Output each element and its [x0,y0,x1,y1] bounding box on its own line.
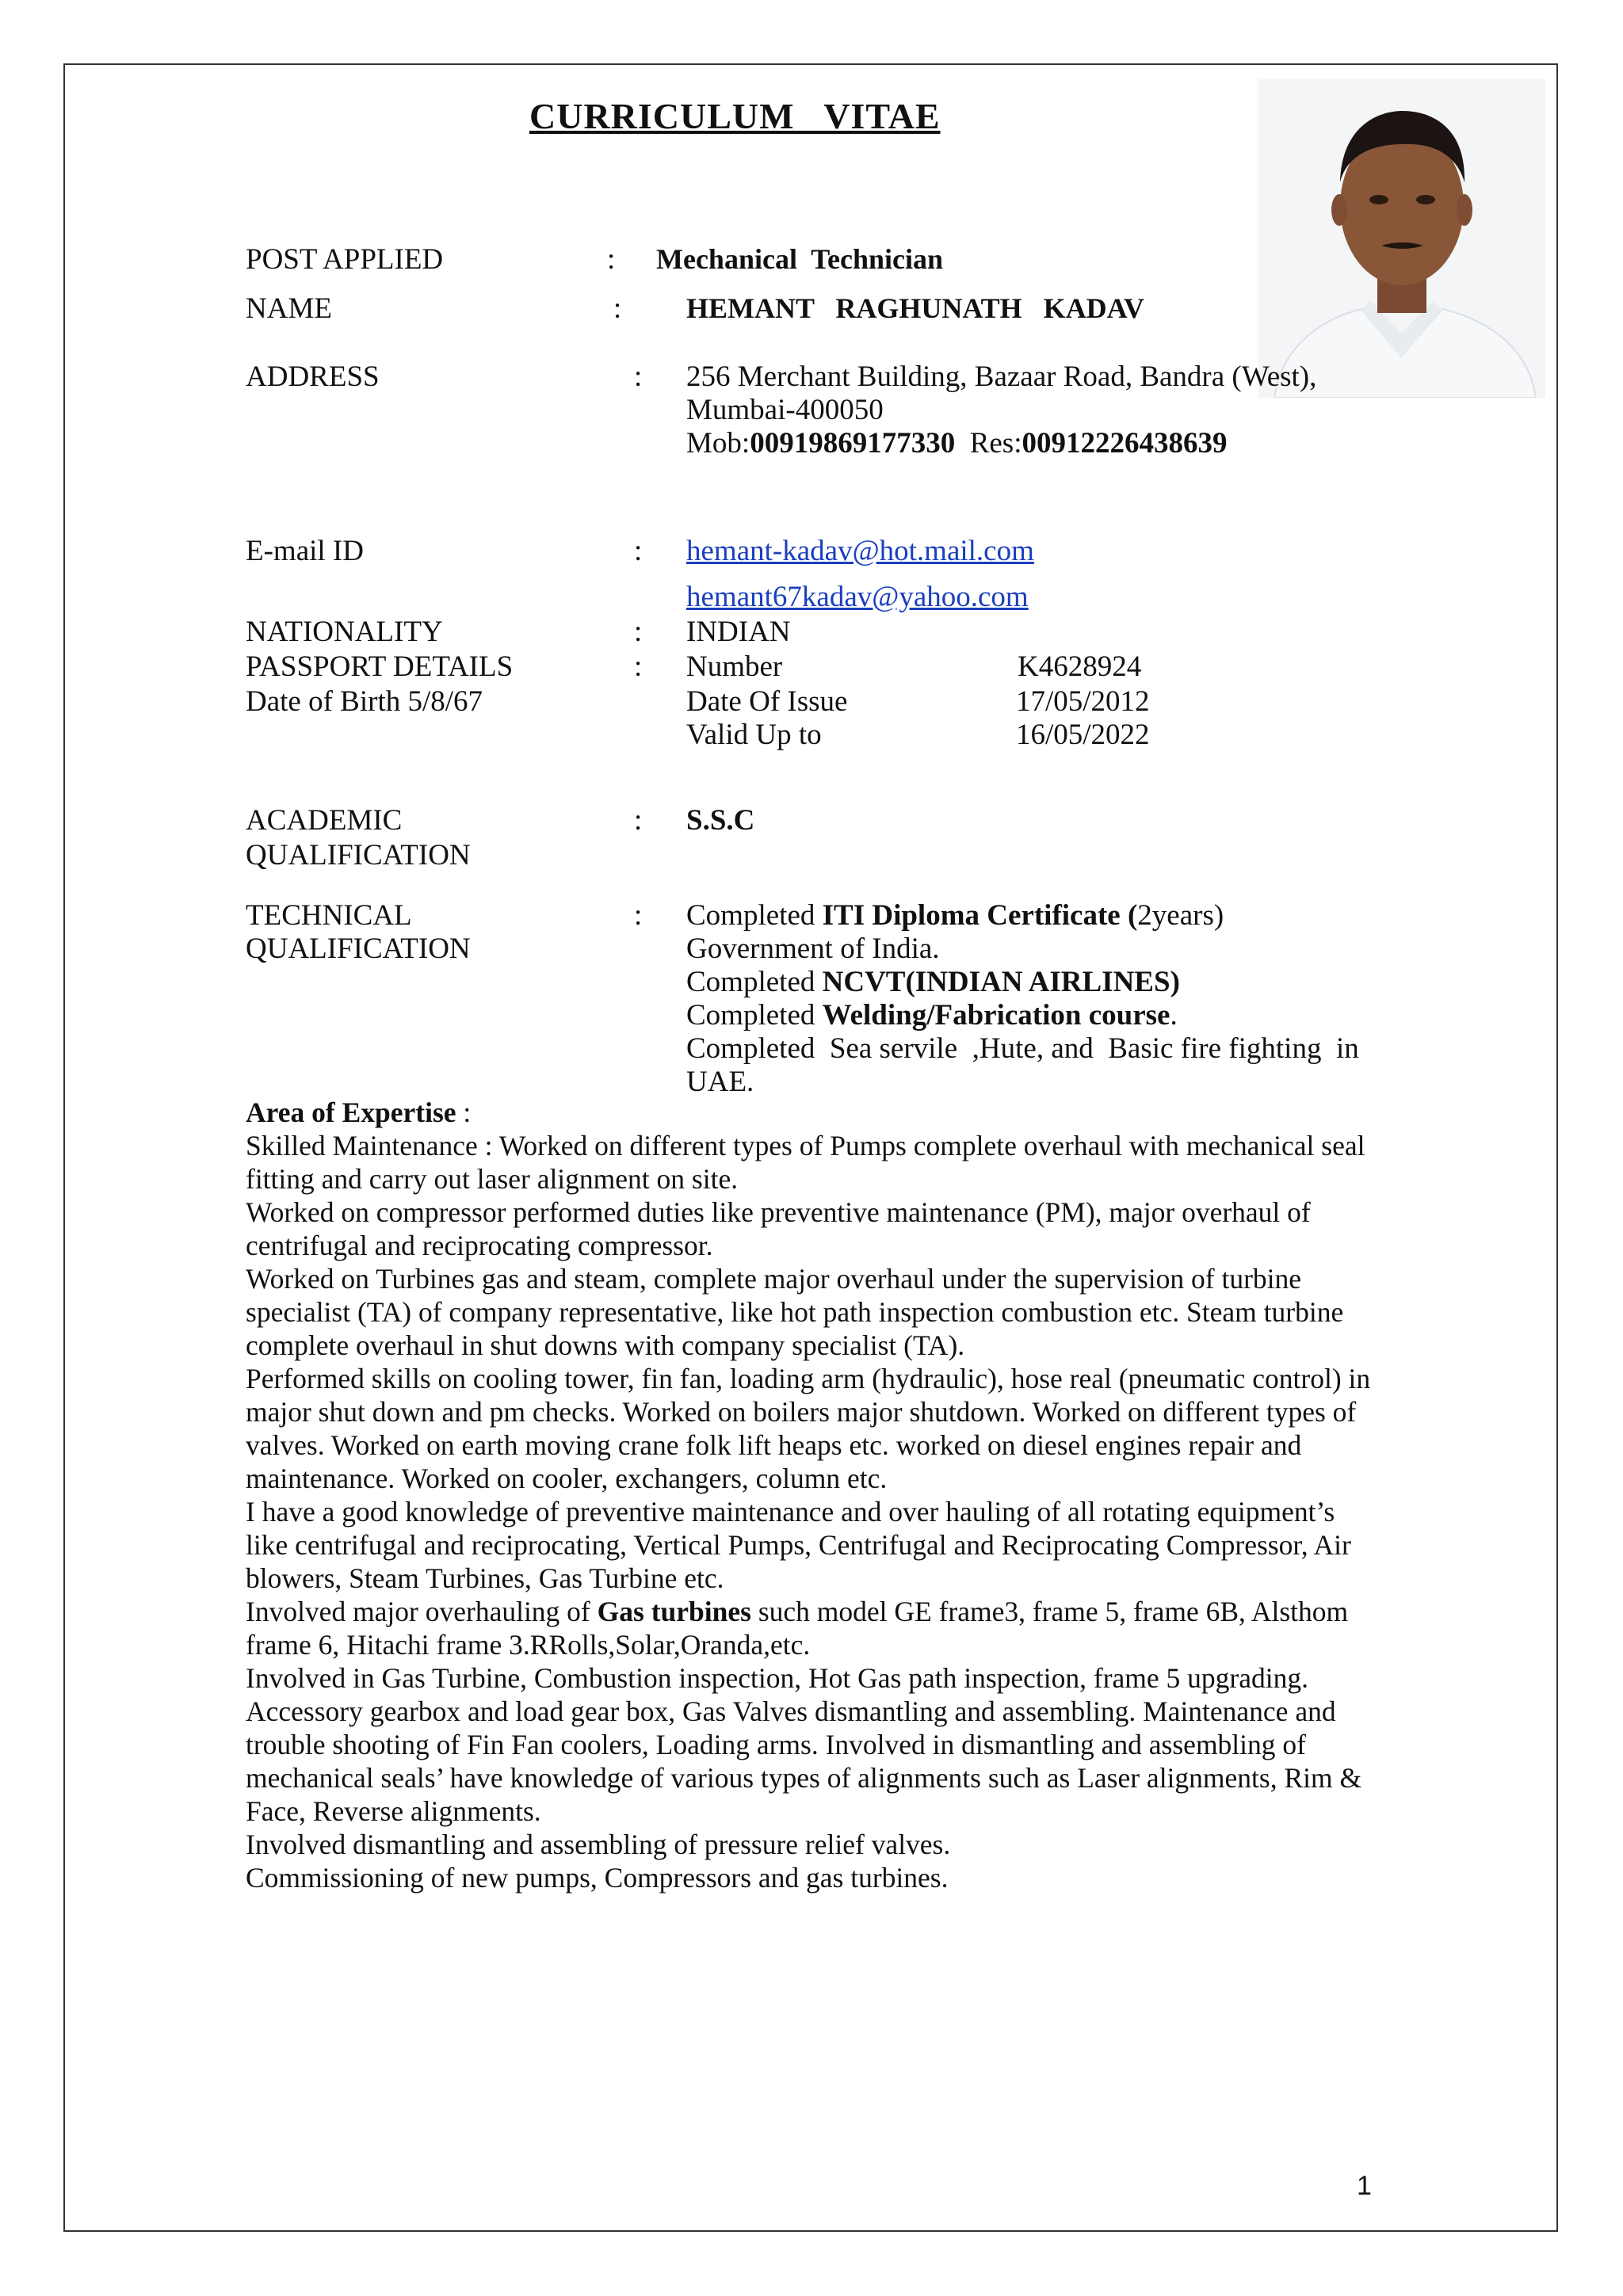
academic-label-line1: ACADEMIC [246,804,403,837]
expertise-paragraph: Accessory gearbox and load gear box, Gas Valves dismantling and assembling. Maintenance and trouble shooting of Fin Fan coolers, Loading arms. Involved in dismantling and assembling of mechanical seals’ have knowledge of various types of alignments such as Laser alignments, Rim & Face, Reverse alignments. [246,1695,1362,1827]
passport-colon: : [634,650,643,683]
post-colon: : [607,243,616,276]
page-title: CURRICULUM VITAE [529,96,941,136]
technical-line4: Completed Welding/Fabrication course. [686,999,1178,1032]
email-label: E-mail ID [246,535,364,567]
page-number: 1 [1357,2171,1372,2201]
expertise-paragraph: Performed skills on cooling tower, fin fan, loading arm (hydraulic), hose real (pneumatic control) in major shut down and pm checks. Worked on boilers major shutdown. Worked on different types of valves. Worked on earth moving crane folk lift heaps etc. worked on diesel engines repair and maintenance. Worked on cooler, exchangers, column etc. [246,1363,1371,1494]
address-colon: : [634,360,643,393]
email-colon: : [634,535,643,567]
academic-label-line2: QUALIFICATION [246,839,471,871]
technical-line3: Completed NCVT(INDIAN AIRLINES) [686,966,1180,998]
residence-label: Res: [969,427,1022,460]
post-applied-value: Mechanical Technician [656,243,944,275]
technical-line6: UAE. [686,1066,754,1098]
technical-label-line1: TECHNICAL [246,899,412,932]
name-label: NAME [246,292,332,325]
profile-photo [1258,79,1545,398]
passport-issue-value: 17/05/2012 [1016,685,1150,718]
expertise-paragraph: Involved dismantling and assembling of pressure relief valves. [246,1829,951,1860]
expertise-paragraph: Skilled Maintenance : Worked on different types of Pumps complete overhaul with mechanical seal fitting and carry out laser alignment on site. [246,1130,1365,1195]
mobile-number: 00919869177330 [750,427,956,460]
expertise-paragraph: Involved in Gas Turbine, Combustion inspection, Hot Gas path inspection, frame 5 upgrading. [246,1662,1308,1694]
nationality-value: INDIAN [686,616,791,648]
expertise-paragraph: Worked on compressor performed duties like preventive maintenance (PM), major overhaul of centrifugal and reciprocating compressor. [246,1196,1311,1261]
technical-line2: Government of India. [686,933,940,965]
technical-line1: Completed ITI Diploma Certificate (2years) [686,899,1224,932]
post-applied-label: POST APPLIED [246,243,444,276]
passport-number-value: K4628924 [1018,650,1142,683]
passport-label: PASSPORT DETAILS [246,650,514,683]
expertise-paragraph: Commissioning of new pumps, Compressors and gas turbines. [246,1862,949,1894]
date-of-birth: Date of Birth 5/8/67 [246,685,483,718]
passport-valid-value: 16/05/2022 [1016,719,1150,751]
passport-number-key: Number [686,650,783,683]
email-link-secondary[interactable]: hemant67kadav@yahoo.com [686,581,1029,613]
expertise-paragraph: I have a good knowledge of preventive maintenance and over hauling of all rotating equipment’s like centrifugal and reciprocating, Vertical Pumps, Centrifugal and Reciprocating Compressor, Air blowers, Steam Turbines, Gas Turbine etc. [246,1496,1351,1594]
technical-label-line2: QUALIFICATION [246,933,471,965]
address-line2: Mumbai-400050 [686,394,884,426]
address-line1: 256 Merchant Building, Bazaar Road, Bandra (West), [686,360,1317,393]
passport-issue-key: Date Of Issue [686,685,848,718]
residence-number: 00912226438639 [1022,427,1228,460]
technical-line5: Completed Sea servile ,Hute, and Basic fire fighting in [686,1032,1359,1065]
passport-valid-key: Valid Up to [686,719,822,751]
expertise-paragraph: Worked on Turbines gas and steam, complete major overhaul under the supervision of turbine specialist (TA) of company representative, like hot path inspection combustion etc. Steam turbine complete overhaul in shut downs with company specialist (TA). [246,1263,1344,1361]
academic-value: S.S.C [686,804,755,837]
address-label: ADDRESS [246,360,380,393]
name-colon: : [613,292,622,325]
expertise-paragraph: Involved major overhauling of Gas turbines such model GE frame3, frame 5, frame 6B, Alsthom frame 6, Hitachi frame 3.RRolls,Solar,Oranda,etc. [246,1596,1349,1661]
phone-line [686,426,1227,460]
nationality-colon: : [634,616,643,648]
nationality-label: NATIONALITY [246,616,443,648]
technical-colon: : [634,899,643,932]
name-value: HEMANT RAGHUNATH KADAV [686,292,1145,324]
expertise-heading: Area of Expertise : [246,1097,472,1128]
email-link-primary[interactable]: hemant-kadav@hot.mail.com [686,535,1034,567]
mobile-label: Mob: [686,427,750,460]
academic-colon: : [634,804,643,837]
area-of-expertise-section [246,1096,1371,1894]
